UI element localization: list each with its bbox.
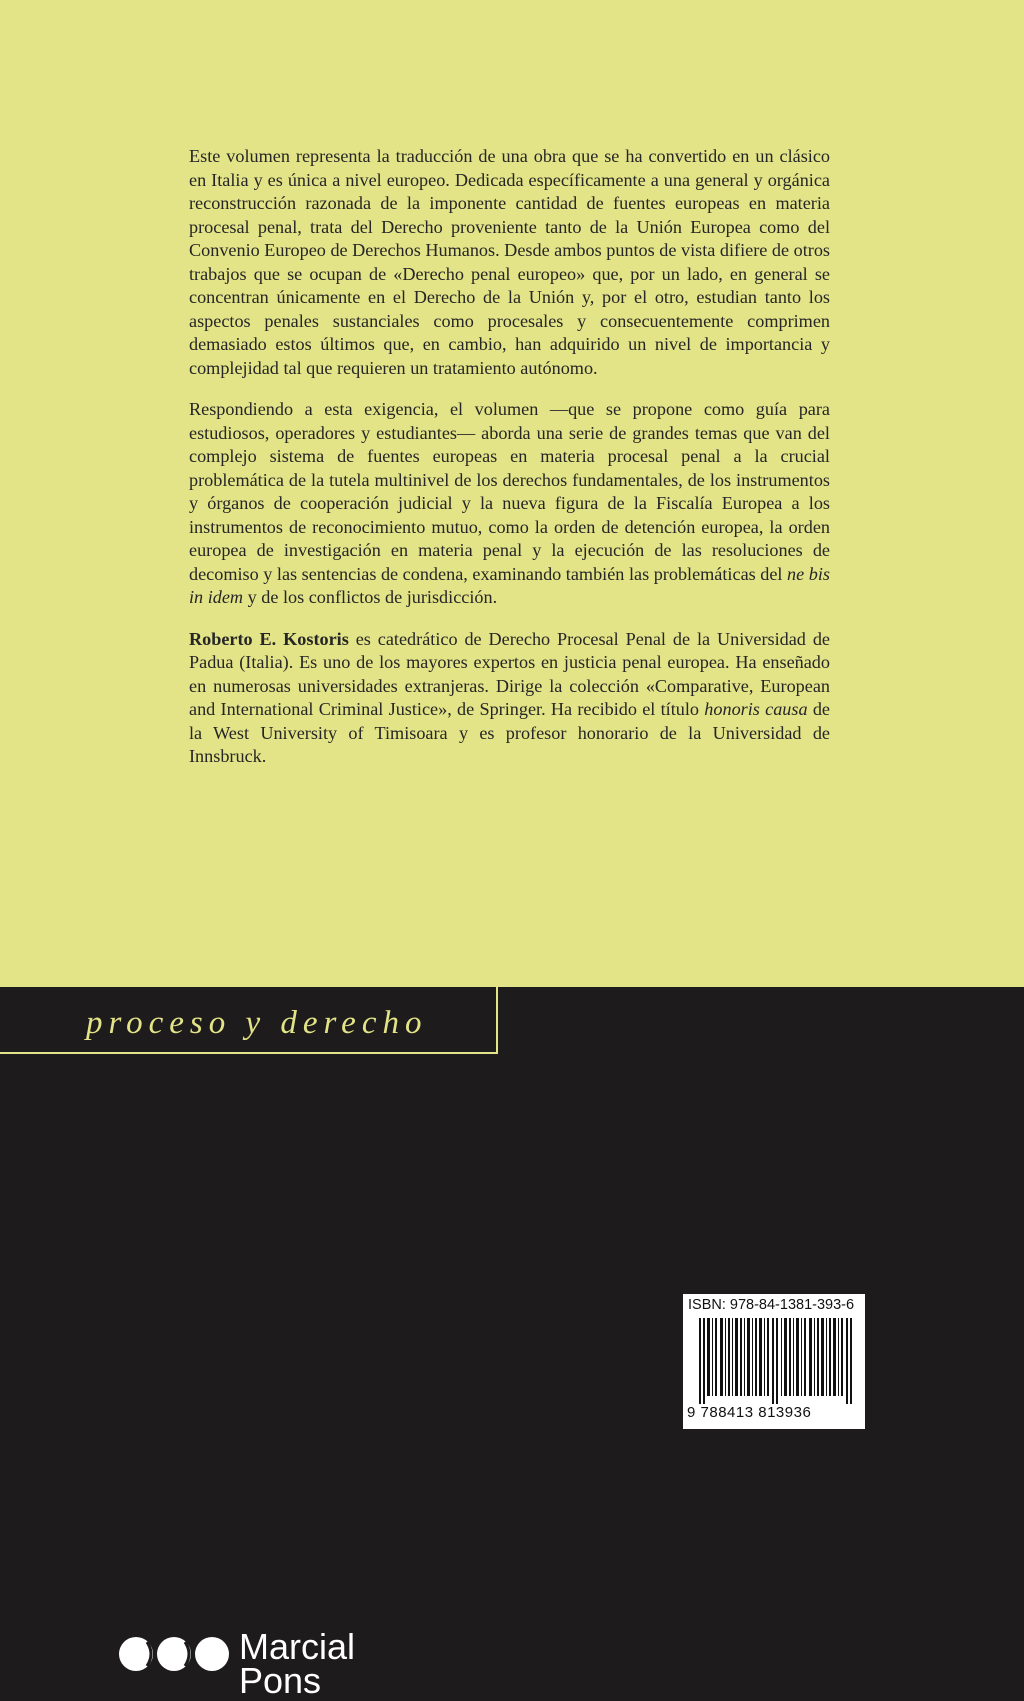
author-bio-text-a: es catedrático de Derecho Procesal Penal de la Universidad de Padua (Italia). Es uno de los mayores expertos en justicia penal europea. Ha enseñado en numerosas universidades extranjeras. Dirige la colección «Comparative, European and International Criminal Justice», de Springer. Ha recibido el título: [189, 628, 830, 719]
author-bio-paragraph: [189, 628, 830, 769]
barcode-digits: 9 788413 813936: [687, 1404, 812, 1421]
author-bio-italic: honoris causa: [704, 699, 808, 719]
author-name: Roberto E. Kostoris: [189, 628, 349, 649]
publisher-name: [239, 1626, 356, 1701]
paragraph-1-text: Este volumen representa la traducción de una obra que se ha convertido en un clásico en Italia y es única a nivel europeo. Dedicada específicamente a una general y orgánica reconstrucción razonada de la imponente cantidad de fuentes europeas en materia procesal penal, trata del Derecho proveniente tanto de la Unión Europea como del Convenio Europeo de Derechos Humanos. Desde ambos puntos de vista difiere de otros trabajos que se ocupan de «Derecho penal europeo» que, por un lado, en general se concentran únicamente en el Derecho de la Unión y, por el otro, estudian tanto los aspectos penales sustanciales como procesales y consecuentemente comprimen demasiado estos últimos que, en cambio, han adquirido un nivel de importancia y complejidad tal que requieren un tratamiento autónomo.: [189, 146, 830, 378]
paragraph-2-italic: ne bis in idem: [189, 563, 830, 607]
barcode-icon: [699, 1318, 857, 1404]
isbn-label: ISBN: 978-84-1381-393-6: [688, 1297, 855, 1313]
author-bio-text-b: de la West University of Timisoara y es profesor honorario de la Universidad de Innsbruck.: [189, 699, 830, 766]
publisher-logo-icon: [117, 1634, 237, 1674]
description-paragraph-1: [189, 145, 830, 380]
publisher-name-line-2: Pons: [239, 1660, 322, 1701]
series-label: proceso y derecho: [86, 1005, 428, 1041]
cover-bottom-panel: [0, 987, 1024, 1471]
paragraph-2-text-b: y de los conflictos de jurisdicción.: [243, 587, 498, 607]
back-cover-text: [189, 145, 830, 787]
publisher-name-line-1: Marcial: [239, 1626, 356, 1667]
paragraph-2-text-a: Respondiendo a esta exigencia, el volumen —que se propone como guía para estudiosos, operadores y estudiantes— aborda una serie de grandes temas que van del complejo sistema de fuentes europeas en materia procesal penal a la crucial problemática de la tutela multinivel de los derechos fundamentales, de los instrumentos y órganos de cooperación judicial y la nueva figura de la Fiscalía Europea a los instrumentos de reconocimiento mutuo, como la orden de detención europea, la orden europea de investigación en materia penal y la ejecución de las resoluciones de decomiso y las sentencias de condena, examinando también las problemáticas del: [189, 399, 830, 584]
description-paragraph-2: [189, 398, 830, 610]
